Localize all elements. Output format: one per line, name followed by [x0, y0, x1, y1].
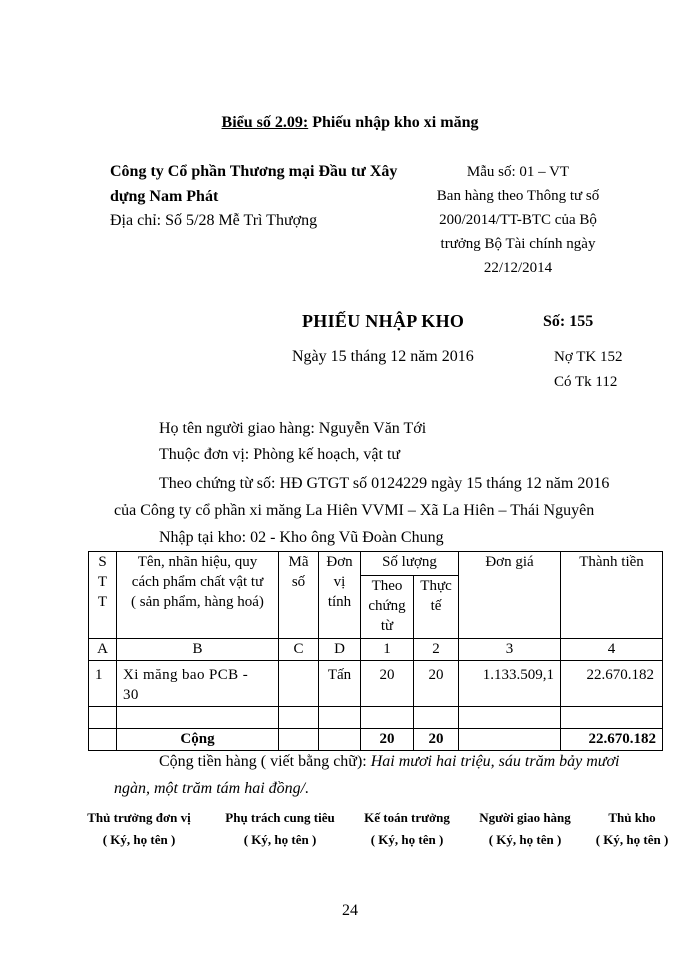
company-name-line1: Công ty Cổ phần Thương mại Đầu tư Xây	[110, 163, 398, 180]
row-unit-price: 1.133.509,1	[459, 661, 561, 707]
page-number: 24	[342, 902, 358, 919]
signature-block	[212, 810, 348, 848]
signature-role: Thủ kho	[608, 810, 656, 825]
code-cell: D	[319, 639, 361, 661]
table-row	[89, 661, 663, 707]
signature-role: Phụ trách cung tiêu	[225, 810, 335, 825]
deliverer-unit: Thuộc đơn vị: Phòng kế hoạch, vật tư	[159, 446, 401, 463]
amount-in-words	[159, 753, 619, 771]
row-unit: Tấn	[319, 661, 361, 707]
header-code: Mã số	[279, 552, 319, 639]
amount-in-words-label: Cộng tiền hàng ( viết bằng chữ):	[159, 753, 371, 770]
code-cell: A	[89, 639, 117, 661]
row-code	[279, 661, 319, 707]
total-qty-document: 20	[361, 729, 414, 751]
header-unit: Đơn vị tính	[319, 552, 361, 639]
signature-block	[78, 810, 200, 848]
form-regulation-date: 22/12/2014	[483, 260, 553, 276]
header-item-name: Tên, nhãn hiệu, quy cách phẩm chất vật tư ( sản phẩm, hàng hoá)	[117, 552, 279, 639]
caption-label: Biểu số 2.09:	[221, 114, 309, 131]
code-cell: C	[279, 639, 319, 661]
amount-in-words-value: Hai mươi hai triệu, sáu trăm bảy mươi	[370, 753, 620, 770]
signature-note: ( Ký, họ tên )	[488, 832, 562, 847]
header-amount: Thành tiền	[561, 552, 663, 639]
table-code-row	[89, 639, 663, 661]
row-stt: 1	[89, 661, 117, 707]
header-qty-document: Theo chứng từ	[361, 576, 414, 639]
row-qty-document: 20	[361, 661, 414, 707]
debit-account: Nợ TK 152	[554, 349, 623, 365]
signature-note: ( Ký, họ tên )	[595, 832, 669, 847]
signature-role: Người giao hàng	[479, 810, 571, 825]
code-cell: B	[117, 639, 279, 661]
header-quantity: Số lượng	[361, 552, 459, 576]
header-qty-actual: Thực tế	[414, 576, 459, 639]
row-item-name: Xi măng bao PCB - 30	[117, 661, 279, 707]
signature-block	[352, 810, 462, 848]
total-label: Cộng	[117, 729, 279, 751]
form-regulation-line3: trưởng Bộ Tài chính ngày	[440, 236, 596, 252]
code-cell: 3	[459, 639, 561, 661]
signature-note: ( Ký, họ tên )	[102, 832, 176, 847]
document-number: Số: 155	[543, 313, 594, 330]
code-cell: 2	[414, 639, 459, 661]
signature-role: Thủ trưởng đơn vị	[87, 810, 191, 825]
total-amount: 22.670.182	[561, 729, 663, 751]
document-date: Ngày 15 tháng 12 năm 2016	[292, 348, 474, 365]
company-name-line2: dựng Nam Phát	[110, 188, 219, 205]
form-code: Mẫu số: 01 – VT	[466, 164, 570, 180]
row-amount: 22.670.182	[561, 661, 663, 707]
signature-role: Kế toán trưởng	[364, 810, 450, 825]
signature-note: ( Ký, họ tên )	[243, 832, 317, 847]
form-regulation-line2: 200/2014/TT-BTC của Bộ	[439, 212, 597, 228]
credit-account: Có Tk 112	[554, 374, 618, 390]
form-regulation-line1: Ban hàng theo Thông tư số	[436, 188, 600, 204]
warehouse: Nhập tại kho: 02 - Kho ông Vũ Đoàn Chung	[159, 529, 444, 546]
code-cell: 1	[361, 639, 414, 661]
amount-in-words-value-cont: ngàn, một trăm tám hai đồng/.	[114, 780, 310, 797]
deliverer-name: Họ tên người giao hàng: Nguyễn Văn Tới	[159, 420, 427, 437]
table-total-row	[89, 729, 663, 751]
row-qty-actual: 20	[414, 661, 459, 707]
code-cell: 4	[561, 639, 663, 661]
signature-note: ( Ký, họ tên )	[370, 832, 444, 847]
document-title: PHIẾU NHẬP KHO	[302, 311, 465, 331]
voucher-line2: của Công ty cổ phần xi măng La Hiên VVMI – Xã La Hiên – Thái Nguyên	[114, 502, 595, 519]
goods-table	[88, 551, 663, 751]
company-address: Địa chỉ: Số 5/28 Mễ Trì Thượng	[110, 212, 318, 229]
signature-block	[466, 810, 584, 848]
header-stt: S T T	[89, 552, 117, 639]
header-unit-price: Đơn giá	[459, 552, 561, 639]
voucher-line1: Theo chứng từ số: HĐ GTGT số 0124229 ngày 15 tháng 12 năm 2016	[159, 475, 610, 492]
table-row-empty	[89, 707, 663, 729]
table-header-row	[89, 552, 663, 576]
caption-text: Phiếu nhập kho xi măng	[308, 114, 479, 131]
total-qty-actual: 20	[414, 729, 459, 751]
signature-block	[584, 810, 680, 848]
document-caption	[0, 114, 700, 132]
